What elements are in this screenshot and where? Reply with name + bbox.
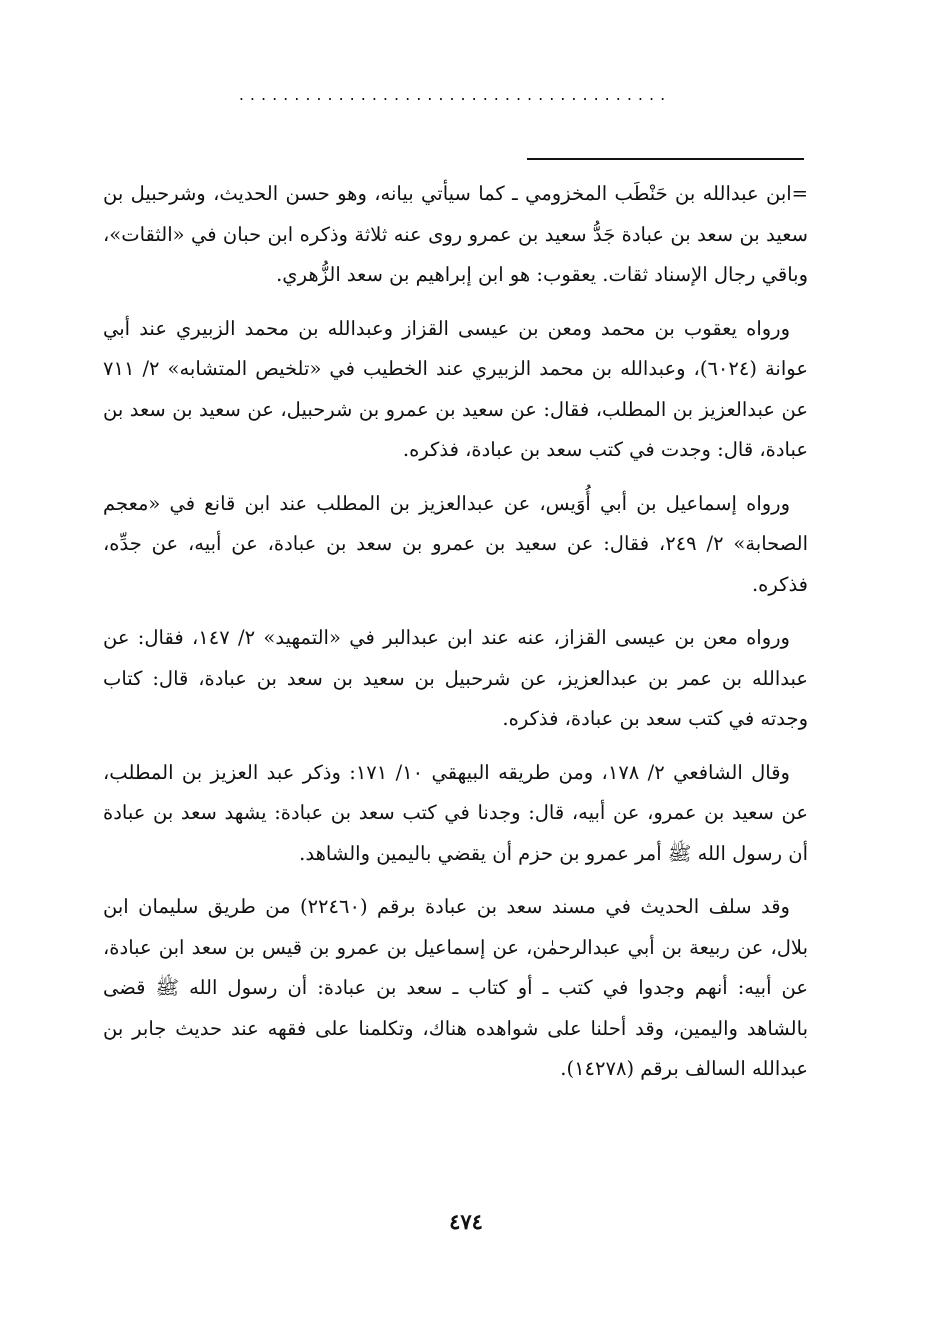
footnote-paragraph: وقد سلف الحديث في مسند سعد بن عبادة برقم (٢٢٤٦٠) من طريق سليمان ابن بلال، عن ربيعة بن أبي عبدالرحمٰن، عن إسماعيل بن عمرو بن قيس بن سعد ابن عبادة، عن أبيه: أنهم وجدوا في كتب ـ أو كتاب ـ سعد بن عبادة: أن رسول الله ﷺ قضى بالشاهد واليمين، وقد أحلنا على شواهده هناك، وتكلمنا على فقهه عند حديث جابر بن عبدالله السالف برقم (١٤٢٧٨). (103, 895, 808, 1080)
footnote-paragraph: ورواه يعقوب بن محمد ومعن بن عيسى القزاز وعبدالله بن محمد الزبيري عند أبي عوانة (٦٠٢٤)، وعبدالله بن محمد الزبيري عند الخطيب في «تلخيص المتشابه» ٢/ ٧١١ عن عبدالعزيز بن المطلب، فقال: عن سعيد بن عمرو بن شرحبيل، عن سعيد بن سعد بن عبادة، قال: وجدت في كتب سعد بن عبادة، فذكره. (103, 316, 808, 461)
footnote-paragraph: وقال الشافعي ٢/ ١٧٨، ومن طريقه البيهقي ١٠/ ١٧١: وذكر عبد العزيز بن المطلب، عن سعيد بن عمرو، عن أبيه، قال: وجدنا في كتب سعد بن عبادة: يشهد سعد بن عبادة أن رسول الله ﷺ أمر عمرو بن حزم أن يقضي باليمين والشاهد. (103, 760, 808, 865)
footnote-block (103, 174, 808, 1103)
footnote-paragraph: ورواه معن بن عيسى القزاز، عنه عند ابن عبدالبر في «التمهيد» ٢/ ١٤٧، فقال: عن عبدالله بن عمر بن عبدالعزيز، عن شرحبيل بن سعيد بن سعد بن عبادة، قال: كتاب وجدته في كتب سعد بن عبادة، فذكره. (103, 626, 808, 730)
footnote-paragraph-continuation: =ابن عبدالله بن حَنْطَب المخزومي ـ كما سيأتي بيانه، وهو حسن الحديث، وشرحبيل بن سعيد بن سعد بن عبادة جَدُّ سعيد بن عمرو روى عنه ثلاثة وذكره ابن حبان في «الثقات»، وباقي رجال الإسناد ثقات. يعقوب: هو ابن إبراهيم بن سعد الزُّهري. (103, 182, 808, 286)
footnote-paragraph: ورواه إسماعيل بن أبي أُوَيس، عن عبدالعزيز بن المطلب عند ابن قانع في «معجم الصحابة» ٢/ ٢٤٩، فقال: عن سعيد بن عمرو بن سعد بن عبادة، عن أبيه، عن جدِّه، فذكره. (103, 491, 808, 596)
header-dotted-line: ....................................... (238, 85, 672, 104)
page-number: ٤٧٤ (449, 1209, 483, 1234)
footnote-separator-rule (527, 158, 804, 160)
